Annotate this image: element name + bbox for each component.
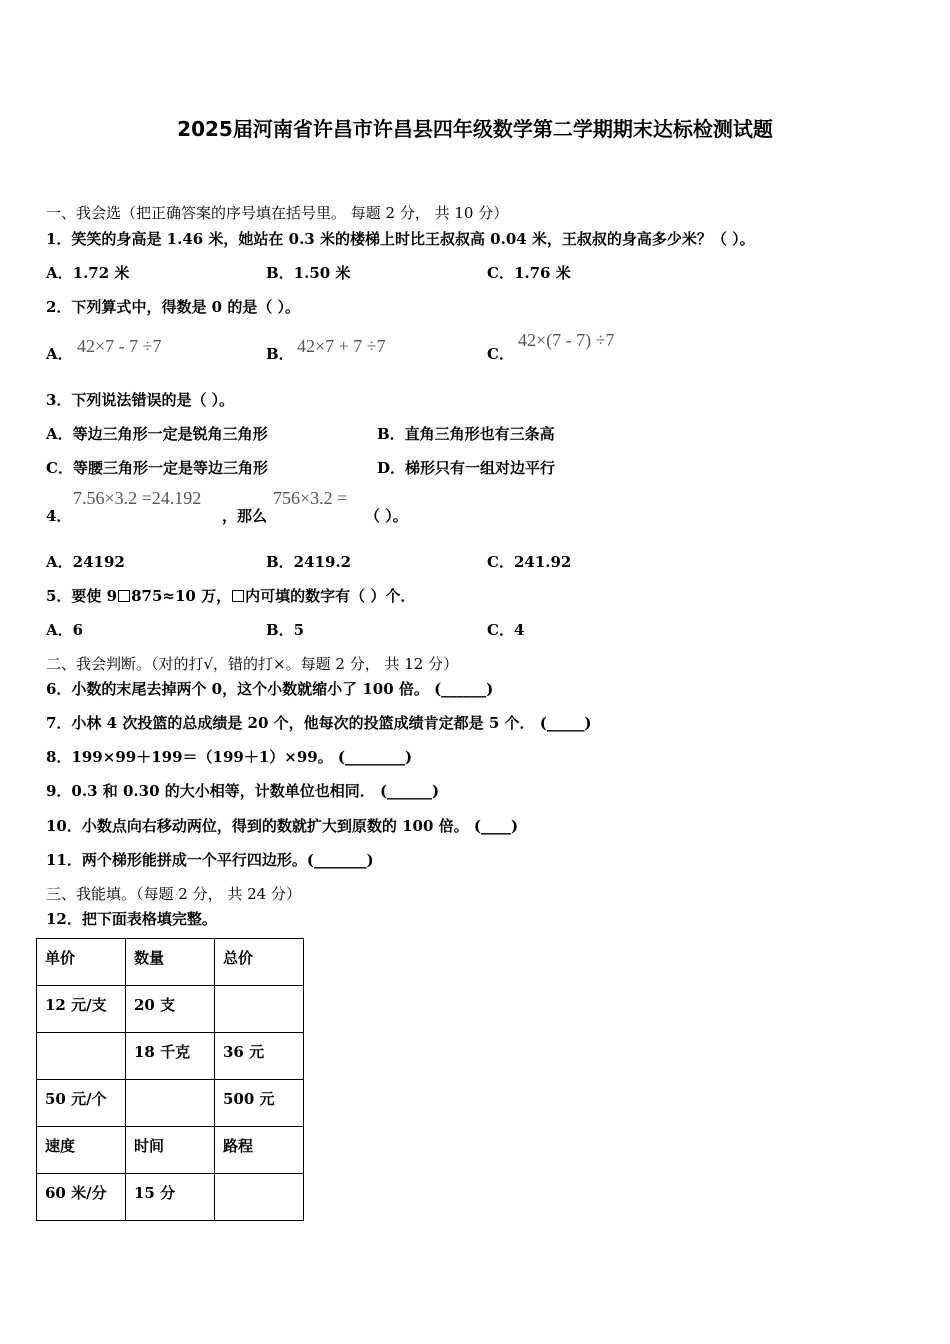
q8-stem: 8．199×99＋199＝（199＋1）×99。 (________) [46,748,413,766]
table-row [37,1080,304,1127]
q4-option-a: A．24192 [46,553,125,571]
blank-box-icon [118,590,130,602]
q4-expr-2: 756×3.2 = [273,488,348,508]
q4-number: 4． [46,507,72,525]
q3-option-d: D．梯形只有一组对边平行 [377,459,556,477]
q3-option-b: B．直角三角形也有三条高 [377,425,555,443]
table-cell: 12 元/支 [37,986,126,1033]
table-cell [37,1033,126,1080]
q1-option-a: A．1.72 米 [46,264,130,282]
section-2-heading: 二、我会判断。（对的打√，错的打×。每题 2 分， 共 12 分） [46,655,459,673]
section-1-heading: 一、我会选（把正确答案的序号填在括号里。 每题 2 分， 共 10 分） [46,204,509,222]
q5-option-b: B．5 [266,621,305,639]
q3-stem: 3．下列说法错误的是（ ）。 [46,391,235,409]
q3-option-a: A．等边三角形一定是锐角三角形 [46,425,268,443]
q9-stem: 9．0.3 和 0.30 的大小相等，计数单位也相同． (______) [46,782,440,800]
table-cell: 60 米/分 [37,1174,126,1221]
q4-mid-text: ，那么 [222,507,268,525]
q5-stem-pre: 5．要使 9 [46,587,118,605]
table-cell: 50 元/个 [37,1080,126,1127]
table-row [37,1174,304,1221]
table-row [37,1033,304,1080]
q5-stem [46,585,415,606]
table-cell: 路程 [215,1127,304,1174]
table-cell: 速度 [37,1127,126,1174]
table-cell: 数量 [126,939,215,986]
q2-option-c-label: C． [487,345,514,363]
section-3-heading: 三、我能填。（每题 2 分， 共 24 分） [46,885,301,903]
table-cell: 时间 [126,1127,215,1174]
q3-option-c: C．等腰三角形一定是等边三角形 [46,459,268,477]
q12-stem: 12．把下面表格填完整。 [46,910,217,928]
table-cell: 36 元 [215,1033,304,1080]
table-cell: 单价 [37,939,126,986]
q7-stem: 7．小林 4 次投篮的总成绩是 20 个，他每次的投篮成绩肯定都是 5 个． (_____) [46,714,592,732]
table-row [37,1127,304,1174]
table-row [37,986,304,1033]
q4-option-c: C．241.92 [487,553,572,571]
q5-stem-post: 内可填的数字有（ ）个． [245,587,416,605]
page-title: 2025届河南省许昌市许昌县四年级数学第二学期期末达标检测试题 [177,117,773,141]
q2-stem: 2．下列算式中，得数是 0 的是（ ）。 [46,298,301,316]
q2-option-a-label: A． [46,345,73,363]
q2-option-c-expr: 42×(7 - 7) ÷7 [518,330,615,350]
q6-stem: 6．小数的末尾去掉两个 0，这个小数就缩小了 100 倍。 (______) [46,680,494,698]
blank-box-icon [232,590,244,602]
q5-option-a: A．6 [46,621,84,639]
table-cell: 500 元 [215,1080,304,1127]
q4-expr-1: 7.56×3.2 =24.192 [73,488,202,508]
table-cell: 20 支 [126,986,215,1033]
q1-option-c: C．1.76 米 [487,264,571,282]
q2-option-b-expr: 42×7 + 7 ÷7 [297,336,386,356]
q2-option-b-label: B． [266,345,294,363]
q2-option-a-expr: 42×7 - 7 ÷7 [77,336,162,356]
table-cell: 18 千克 [126,1033,215,1080]
q5-option-c: C．4 [487,621,525,639]
table-cell: 总价 [215,939,304,986]
q5-stem-mid: 875≈10 万， [131,587,232,605]
fill-in-table [36,938,304,1221]
q4-tail: （ ）。 [365,507,408,525]
table-cell: 15 分 [126,1174,215,1221]
table-cell [215,986,304,1033]
q1-stem: 1．笑笑的身高是 1.46 米，她站在 0.3 米的楼梯上时比王叔叔高 0.04 米，王叔叔的身高多少米？（ ）。 [46,230,755,248]
table-cell [126,1080,215,1127]
table-row [37,939,304,986]
table-cell [215,1174,304,1221]
q4-option-b: B．2419.2 [266,553,352,571]
q1-option-b: B．1.50 米 [266,264,351,282]
q10-stem: 10．小数点向右移动两位，得到的数就扩大到原数的 100 倍。 (____) [46,817,519,835]
q11-stem: 11．两个梯形能拼成一个平行四边形。(_______) [46,851,374,869]
